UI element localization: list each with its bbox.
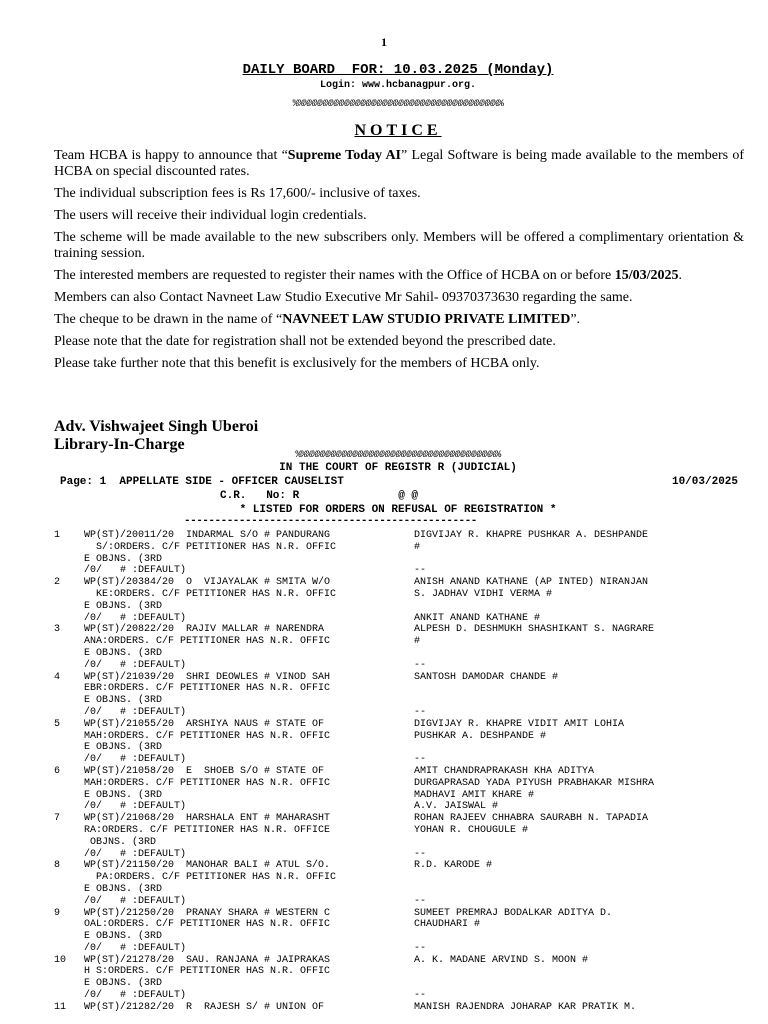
case-description-line: EBR:ORDERS. C/F PETITIONER HAS N.R. OFFIC <box>84 683 331 695</box>
notice-heading: NOTICE <box>354 122 442 139</box>
case-advocate-line: DIGVIJAY R. KHAPRE VIDIT AMIT LOHIA <box>414 718 625 730</box>
case-entry <box>0 624 768 671</box>
case-advocate-line: MADHAVI AMIT KHARE # <box>414 789 535 801</box>
case-advocate-line: SANTOSH DAMODAR CHANDE # <box>414 671 559 683</box>
case-advocate-line: -- <box>414 754 427 766</box>
case-description-line: /0/ # :DEFAULT) <box>84 706 187 718</box>
case-description-line: PA:ORDERS. C/F PETITIONER HAS N.R. OFFIC <box>84 872 337 884</box>
case-description-line: /0/ # :DEFAULT) <box>84 848 187 860</box>
case-description-line: WP(ST)/21278/20 SAU. RANJANA # JAIPRAKAS <box>84 954 331 966</box>
case-list <box>0 530 768 1014</box>
case-description-line: H S:ORDERS. C/F PETITIONER HAS N.R. OFFIC <box>84 966 331 978</box>
case-description-line: E OBJNS. (3RD <box>84 978 163 990</box>
case-description <box>84 577 399 624</box>
case-advocate-line: R.D. KARODE # <box>414 860 493 872</box>
case-description <box>84 672 399 719</box>
case-description-line: S/:ORDERS. C/F PETITIONER HAS N.R. OFFIC <box>84 541 337 553</box>
case-description <box>84 860 399 907</box>
case-description-line: E OBJNS. (3RD <box>84 695 163 707</box>
case-advocate-line: ANISH ANAND KATHANE (AP INTED) NIRANJAN <box>414 577 649 589</box>
case-number: 9 <box>54 907 61 919</box>
case-description-line: /0/ # :DEFAULT) <box>84 895 187 907</box>
case-entry <box>0 860 768 907</box>
case-advocate-line: -- <box>414 659 427 671</box>
signature-block <box>54 418 258 454</box>
case-description-line: /0/ # :DEFAULT) <box>84 990 187 1002</box>
case-advocate-line <box>414 884 744 896</box>
case-advocate-line <box>414 601 744 613</box>
case-number: 6 <box>54 765 61 777</box>
notice-paragraph: Please note that the date for registration shall not be extended beyond the prescribed date. <box>54 334 556 349</box>
case-description-line: OBJNS. (3RD <box>84 836 157 848</box>
case-description-line: WP(ST)/21150/20 MANOHAR BALI # ATUL S/O. <box>84 860 331 872</box>
case-description-line: WP(ST)/20011/20 INDARMAL S/O # PANDURANG <box>84 530 331 541</box>
case-description-line: OAL:ORDERS. C/F PETITIONER HAS N.R. OFFIC <box>84 919 331 931</box>
cr-line: C.R. No: R @ @ <box>220 490 419 502</box>
case-advocate-line <box>414 837 744 849</box>
notice-paragraph: The interested members are requested to register their names with the Office of HCBA on or before 15/03/2025. <box>54 268 682 283</box>
separator-top: %%%%%%%%%%%%%%%%%%%%%%%%%%%%%%%%%%%%%%% <box>292 99 504 110</box>
case-number: 3 <box>54 624 61 636</box>
case-description-line: E OBJNS. (3RD <box>84 647 163 659</box>
case-advocate-line: -- <box>414 706 427 718</box>
case-advocate-line <box>414 966 744 978</box>
case-advocate-line: SUMEET PREMRAJ BODALKAR ADITYA D. <box>414 907 613 919</box>
case-description-line: MAH:ORDERS. C/F PETITIONER HAS N.R. OFFIC <box>84 730 331 742</box>
case-entry <box>0 813 768 860</box>
case-advocate-line <box>414 978 744 990</box>
notice-paragraph: The users will receive their individual login credentials. <box>54 208 367 223</box>
case-advocates <box>414 719 744 766</box>
signature-title: Library-In-Charge <box>54 436 185 453</box>
board-title <box>0 62 768 78</box>
listed-heading: * LISTED FOR ORDERS ON REFUSAL OF REGISTRATION * <box>239 504 557 516</box>
notice-paragraph: Please take further note that this benefit is exclusively for the members of HCBA only. <box>54 356 540 371</box>
case-description-line: /0/ # :DEFAULT) <box>84 612 187 624</box>
case-advocates <box>414 766 744 813</box>
notice-body <box>54 148 744 378</box>
case-advocate-line <box>414 554 744 566</box>
case-description-line: WP(ST)/20822/20 RAJIV MALLAR # NARENDRA <box>84 624 325 636</box>
case-advocate-line: -- <box>414 848 427 860</box>
court-line: IN THE COURT OF REGISTR R (JUDICIAL) <box>279 462 517 474</box>
case-advocate-line: MANISH RAJENDRA JOHARAP KAR PRATIK M. <box>414 1001 637 1013</box>
case-advocate-line: -- <box>414 990 427 1002</box>
board-title-text: DAILY BOARD FOR: 10.03.2025 (Monday) <box>242 62 554 78</box>
case-advocate-line: A.V. JAISWAL # <box>414 801 499 813</box>
case-advocate-line <box>414 695 744 707</box>
case-advocate-line: -- <box>414 565 427 577</box>
login-line: Login: www.hcbanagpur.org. <box>319 80 477 91</box>
case-description-line: WP(ST)/21058/20 E SHOEB S/O # STATE OF <box>84 765 325 777</box>
case-entry <box>0 672 768 719</box>
case-advocates <box>414 530 744 577</box>
case-description <box>84 955 399 1002</box>
case-number: 5 <box>54 718 61 730</box>
case-description-line: RA:ORDERS. C/F PETITIONER HAS N.R. OFFICE <box>84 824 331 836</box>
case-advocate-line: # <box>414 636 421 648</box>
case-description-line: E OBJNS. (3RD <box>84 789 163 801</box>
case-description-line: /0/ # :DEFAULT) <box>84 659 187 671</box>
case-number: 4 <box>54 671 61 683</box>
case-description <box>84 813 399 860</box>
case-entry <box>0 766 768 813</box>
dash-rule: ------------------------------------------------ <box>184 515 477 527</box>
notice-paragraph: The cheque to be drawn in the name of “NAVNEET LAW STUDIO PRIVATE LIMITED”. <box>54 312 581 327</box>
case-advocate-line <box>414 872 744 884</box>
case-advocates <box>414 672 744 719</box>
case-number: 7 <box>54 813 61 825</box>
case-entry <box>0 530 768 577</box>
case-description <box>84 530 399 577</box>
case-number: 2 <box>54 577 61 589</box>
case-advocate-line: ALPESH D. DESHMUKH SHASHIKANT S. NAGRARE <box>414 624 655 636</box>
case-advocate-line: DURGAPRASAD YADA PIYUSH PRABHAKAR MISHRA <box>414 777 655 789</box>
case-description-line: ANA:ORDERS. C/F PETITIONER HAS N.R. OFFIC <box>84 636 331 648</box>
case-advocates <box>414 955 744 1002</box>
page-label: Page: 1 APPELLATE SIDE - OFFICER CAUSELIST <box>60 476 344 488</box>
case-advocate-line: YOHAN R. CHOUGULE # <box>414 824 529 836</box>
case-advocate-line <box>414 742 744 754</box>
case-advocates <box>414 860 744 907</box>
causelist-date: 10/03/2025 <box>671 476 738 488</box>
case-description-line: WP(ST)/21039/20 SHRI DEOWLES # VINOD SAH <box>84 671 331 683</box>
case-description-line: /0/ # :DEFAULT) <box>84 942 187 954</box>
separator-mid: %%%%%%%%%%%%%%%%%%%%%%%%%%%%%%%%%%%%%% <box>295 450 501 461</box>
case-description-line: /0/ # :DEFAULT) <box>84 754 187 766</box>
page-number: 1 <box>381 35 387 49</box>
case-description-line: WP(ST)/21282/20 R RAJESH S/ # UNION OF <box>84 1001 325 1013</box>
case-advocates <box>414 908 744 955</box>
case-number: 11 <box>54 1001 67 1013</box>
case-description <box>84 719 399 766</box>
case-advocate-line: ROHAN RAJEEV CHHABRA SAURABH N. TAPADIA <box>414 813 649 825</box>
case-description-line: WP(ST)/21055/20 ARSHIYA NAUS # STATE OF <box>84 718 325 730</box>
case-advocates <box>414 624 744 671</box>
case-description-line: E OBJNS. (3RD <box>84 742 163 754</box>
case-description-line: E OBJNS. (3RD <box>84 600 163 612</box>
case-description <box>84 908 399 955</box>
case-advocate-line: CHAUDHARI # <box>414 919 481 931</box>
case-description-line: /0/ # :DEFAULT) <box>84 801 187 813</box>
case-advocate-line: ANKIT ANAND KATHANE # <box>414 612 541 624</box>
notice-paragraph: The individual subscription fees is Rs 17,600/- inclusive of taxes. <box>54 186 421 201</box>
case-advocate-line: AMIT CHANDRAPRAKASH KHA ADITYA <box>414 765 595 777</box>
case-number: 8 <box>54 860 61 872</box>
case-description-line: E OBJNS. (3RD <box>84 883 163 895</box>
case-number: 1 <box>54 530 61 541</box>
case-description-line: WP(ST)/20384/20 O VIJAYALAK # SMITA W/O <box>84 577 331 589</box>
case-description <box>84 766 399 813</box>
case-entry <box>0 908 768 955</box>
case-advocate-line: S. JADHAV VIDHI VERMA # <box>414 588 553 600</box>
case-entry <box>0 955 768 1002</box>
case-advocate-line: PUSHKAR A. DESHPANDE # <box>414 730 547 742</box>
notice-paragraph: Members can also Contact Navneet Law Studio Executive Mr Sahil- 09370373630 regarding the same. <box>54 290 633 305</box>
case-advocate-line <box>414 931 744 943</box>
case-advocate-line <box>414 648 744 660</box>
case-advocate-line: # <box>414 541 421 553</box>
notice-paragraph: The scheme will be made available to the new subscribers only. Members will be offered a complimentary orientation & training session. <box>54 230 744 261</box>
case-description <box>84 624 399 671</box>
case-advocate-line <box>414 683 744 695</box>
case-entry <box>0 577 768 624</box>
case-description-line: /0/ # :DEFAULT) <box>84 565 187 577</box>
case-description-line: MAH:ORDERS. C/F PETITIONER HAS N.R. OFFIC <box>84 777 331 789</box>
case-number: 10 <box>54 954 67 966</box>
case-advocates <box>414 813 744 860</box>
case-advocate-line: -- <box>414 942 427 954</box>
case-description-line: E OBJNS. (3RD <box>84 553 163 565</box>
case-description-line: E OBJNS. (3RD <box>84 931 163 943</box>
case-description-line: WP(ST)/21250/20 PRANAY SHARA # WESTERN C <box>84 907 331 919</box>
case-advocates <box>414 1002 744 1014</box>
case-advocate-line: DIGVIJAY R. KHAPRE PUSHKAR A. DESHPANDE <box>414 530 649 541</box>
signature-name: Adv. Vishwajeet Singh Uberoi <box>54 418 259 435</box>
case-advocates <box>414 577 744 624</box>
case-description <box>84 1002 399 1014</box>
case-description-line: WP(ST)/21068/20 HARSHALA ENT # MAHARASHT <box>84 813 331 825</box>
notice-paragraph: Team HCBA is happy to announce that “Supreme Today AI” Legal Software is being made available to the members of HCBA on special discounted rates. <box>54 148 745 179</box>
case-entry <box>0 719 768 766</box>
case-advocate-line: A. K. MADANE ARVIND S. MOON # <box>414 954 589 966</box>
case-entry <box>0 1002 768 1014</box>
case-description-line: KE:ORDERS. C/F PETITIONER HAS N.R. OFFIC <box>84 588 337 600</box>
case-advocate-line: -- <box>414 895 427 907</box>
